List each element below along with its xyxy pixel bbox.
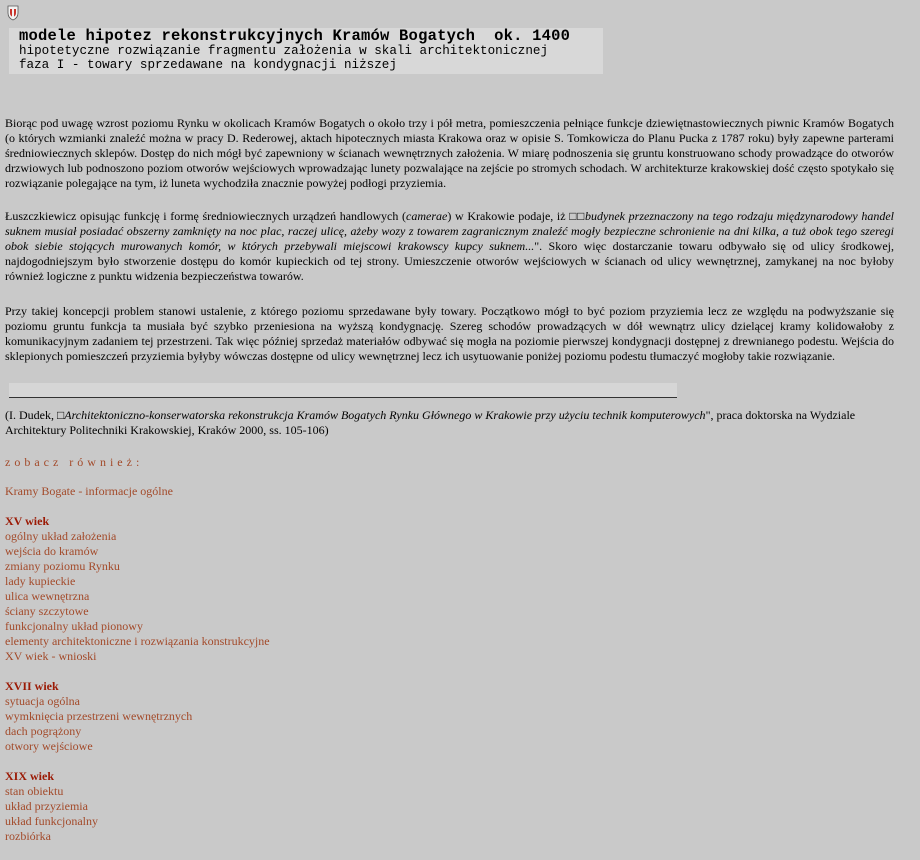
footnote-quote-glyph: □ [56,408,65,422]
paragraph-2-quote: budynek przeznaczony na tego rodzaju międzynarodowy handel suknem musiał posiadać obszerny zamknięty na noc plac, raczej ulicę, ażeby wozy z towarem zagranicznym znaleźć mogły bezpieczne schronienie na dni kilka, a tuż obok tego szeregi obok siebie stojących murowanych komór, w których przebywali miejscowi krakowscy kupcy suknem... [5,209,894,253]
link-xv-item[interactable]: wejścia do kramów [5,544,99,558]
link-xv-item[interactable]: funkcjonalny układ pionowy [5,619,143,633]
xv-links [5,514,270,664]
paragraph-1: Biorąc pod uwagę wzrost poziomu Rynku w okolicach Kramów Bogatych o około trzy i pół metra, pomieszczenia pełniące funkcje dziewiętnastowiecznych piwnic Kramów Bogatych (o których wzmianki znaleźć można w pracy D. Rederowej, aktach hipotecznych miasta Krakowa oraz w opisie S. Tomkowicza do Planu Pucka z 1787 roku) były zapewne parterami średniowiecznych sklepów. Dostęp do nich mógł być zapewniony w ścianach wewnętrznych założenia. W miarę podnoszenia się gruntu konstruowano schody prowadzące do otworów drzwiowych lub podnoszono poziom otworów wejściowych wprowadzając lunety pozwalające na zejście po stromych schodach. W architekturze krakowskiej dość często spotykało się rozwiązanie polegające na tym, iż luneta wychodziła znacznie powyżej podłogi przyziemia. [5,116,894,190]
link-general-block [5,484,173,499]
link-xv-item[interactable]: XV wiek - wnioski [5,649,97,663]
link-xv-item[interactable]: lady kupieckie [5,574,76,588]
link-xv-item[interactable]: zmiany poziomu Rynku [5,559,120,573]
paragraph-2-camerae: camerae [406,209,448,223]
link-xix-item[interactable]: układ funkcjonalny [5,814,98,828]
paragraph-2-part-b: ) w Krakowie podaje, iż [447,209,570,223]
xix-links [5,769,98,844]
crest-logo-icon[interactable] [4,4,22,22]
link-xv-item[interactable]: ulica wewnętrzna [5,589,90,603]
footnote-part-b: ", praca doktorska na Wydziale Architektury Politechniki Krakowskiej, Kraków 2000, ss. 105-106) [5,408,856,437]
paragraph-2-part-c: ". Skoro więc dostarczanie towaru odbywało się od ulicy środkowej, najdogodniejszym było stworzenie dostępu do komór kupieckich od tej strony. Umieszczenie otworów wejściowych w ścianach od ulicy wewnętrznej, zamykanej na noc byłoby również logiczne z punktu widzenia bezpieczeństwa towarów. [5,239,894,283]
link-xix-item[interactable]: rozbiórka [5,829,51,843]
footnote-title: Architektoniczno-konserwatorska rekonstrukcja Kramów Bogatych Rynku Głównego w Krakowie przy użyciu technik komputerowych [64,408,706,422]
link-xvii-item[interactable]: dach pogrążony [5,724,82,738]
footnote [5,408,894,438]
link-xv-wiek[interactable]: XV wiek [5,514,50,528]
paragraph-2 [5,209,894,284]
page-subtitle-1: hipotetyczne rozwiązanie fragmentu założenia w skali architektonicznej [19,44,549,58]
see-also-heading: zobacz również: [5,455,144,469]
paragraph-3: Przy takiej koncepcji problem stanowi ustalenie, z którego poziomu sprzedawane były towary. Początkowo mógł to być poziom przyziemia lecz ze względu na podwyższanie się poziomu gruntu funkcja ta musiała być szybko przeniesiona na wyższą kondygnację. Szereg schodów prowadzących w dół wewnątrz ulicy dzielącej kramy kolidowałoby z komunikacyjnym zadaniem tej przestrzeni. Tak więc później sprzedaż materiałów odbywać się mogła na poziomie pierwszej kondygnacji dostępnej z drewnianego podestu. Wejścia do sklepionych pomieszczeń przyziemia byłyby wówczas dostępne od ulicy wewnętrznej lecz ich usytuowanie poniżej poziomu podestu tłumaczyć mogłoby takie rozwiązanie. [5,304,894,363]
link-xv-item[interactable]: elementy architektoniczne i rozwiązania konstrukcyjne [5,634,270,648]
page-subtitle-2: faza I - towary sprzedawane na kondygnacji niższej [19,57,397,72]
link-xix-item[interactable]: stan obiektu [5,784,64,798]
footnote-part-a: (I. Dudek, [5,408,57,422]
link-general-info[interactable]: Kramy Bogate - informacje ogólne [5,484,173,498]
link-xv-item[interactable]: ściany szczytowe [5,604,89,618]
link-xvii-item[interactable]: wymknięcia przestrzeni wewnętrznych [5,709,193,723]
separator-rule [9,383,677,398]
title-banner [9,28,603,74]
paragraph-2-part-a: Łuszczkiewicz opisując funkcję i formę średniowiecznych urządzeń handlowych ( [5,209,407,223]
link-xv-item[interactable]: ogólny układ założenia [5,529,117,543]
link-xix-wiek[interactable]: XIX wiek [5,769,55,783]
link-xvii-item[interactable]: sytuacja ogólna [5,694,80,708]
link-xvii-item[interactable]: otwory wejściowe [5,739,93,753]
link-xix-item[interactable]: układ przyziemia [5,799,88,813]
page-title: modele hipotez rekonstrukcyjnych Kramów Bogatych ok. 1400 [19,27,571,45]
xvii-links [5,679,192,754]
link-xvii-wiek[interactable]: XVII wiek [5,679,59,693]
quote-mark-glyphs: □□ [569,209,586,223]
